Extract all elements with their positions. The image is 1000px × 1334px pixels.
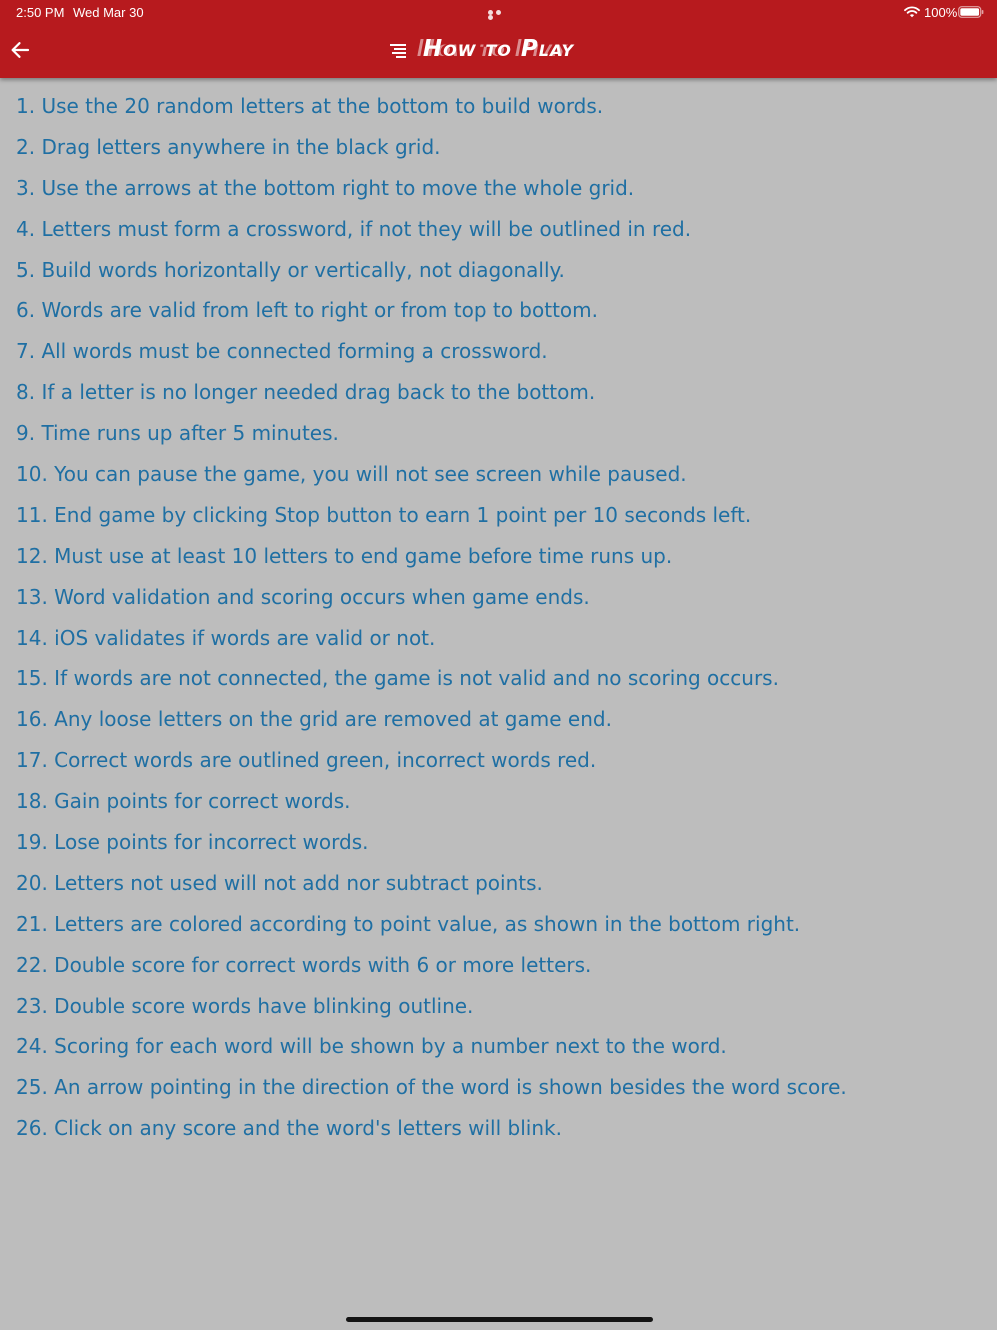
rules-list [16,86,986,1149]
rule-item: 15. If words are not connected, the game is not valid and no scoring occurs. [16,666,779,691]
rule-item: 23. Double score words have blinking outline. [16,993,474,1018]
rule-item: 6. Words are valid from left to right or from top to bottom. [16,298,598,323]
rule-item: 1. Use the 20 random letters at the bottom to build words. [16,94,604,118]
rule-item: 4. Letters must form a crossword, if not they will be outlined in red. [16,216,692,241]
rule-item: 20. Letters not used will not add nor subtract points. [16,870,543,895]
rule-item: 5. Build words horizontally or vertically, not diagonally. [16,257,565,282]
status-bar [0,0,997,24]
page-title: How to Play [422,36,575,62]
status-date: Wed Mar 30 [73,5,144,20]
rule-item: 19. Lose points for incorrect words. [16,830,369,855]
rule-item: 9. Time runs up after 5 minutes. [16,421,339,446]
rule-item: 3. Use the arrows at the bottom right to move the whole grid. [16,175,635,200]
rule-item: 12. Must use at least 10 letters to end game before time runs up. [16,543,673,568]
rule-item: 7. All words must be connected forming a crossword. [16,339,548,364]
rule-item: 24. Scoring for each word will be shown by a number next to the word. [16,1034,727,1059]
rule-item: 2. Drag letters anywhere in the black grid. [16,134,441,159]
rule-item: 16. Any loose letters on the grid are removed at game end. [16,707,612,732]
rule-item: 22. Double score for correct words with 6 or more letters. [16,952,592,977]
status-time: 2:50 PM [16,5,65,20]
rule-item: 21. Letters are colored according to point value, as shown in the bottom right. [16,911,801,936]
rule-item: 8. If a letter is no longer needed drag back to the bottom. [16,380,596,405]
rule-item: 10. You can pause the game, you will not see screen while paused. [16,462,687,487]
rule-item: 13. Word validation and scoring occurs when game ends. [16,584,590,609]
battery-percentage: 100% [924,5,958,20]
rule-item: 25. An arrow pointing in the direction of the word is shown besides the word score. [16,1075,847,1100]
wifi-icon [904,6,920,18]
rule-item: 26. Click on any score and the word's letters will blink. [16,1116,562,1141]
rule-item: 17. Correct words are outlined green, incorrect words red. [16,748,597,773]
battery-icon [958,6,984,18]
rule-item: 11. End game by clicking Stop button to earn 1 point per 10 seconds left. [16,502,752,527]
multitasking-dots-icon[interactable] [488,10,510,15]
header-bar [0,0,997,78]
rule-item: 18. Gain points for correct words. [16,789,351,814]
home-indicator[interactable] [346,1317,653,1322]
rule-item: 14. iOS validates if words are valid or not. [16,625,436,650]
